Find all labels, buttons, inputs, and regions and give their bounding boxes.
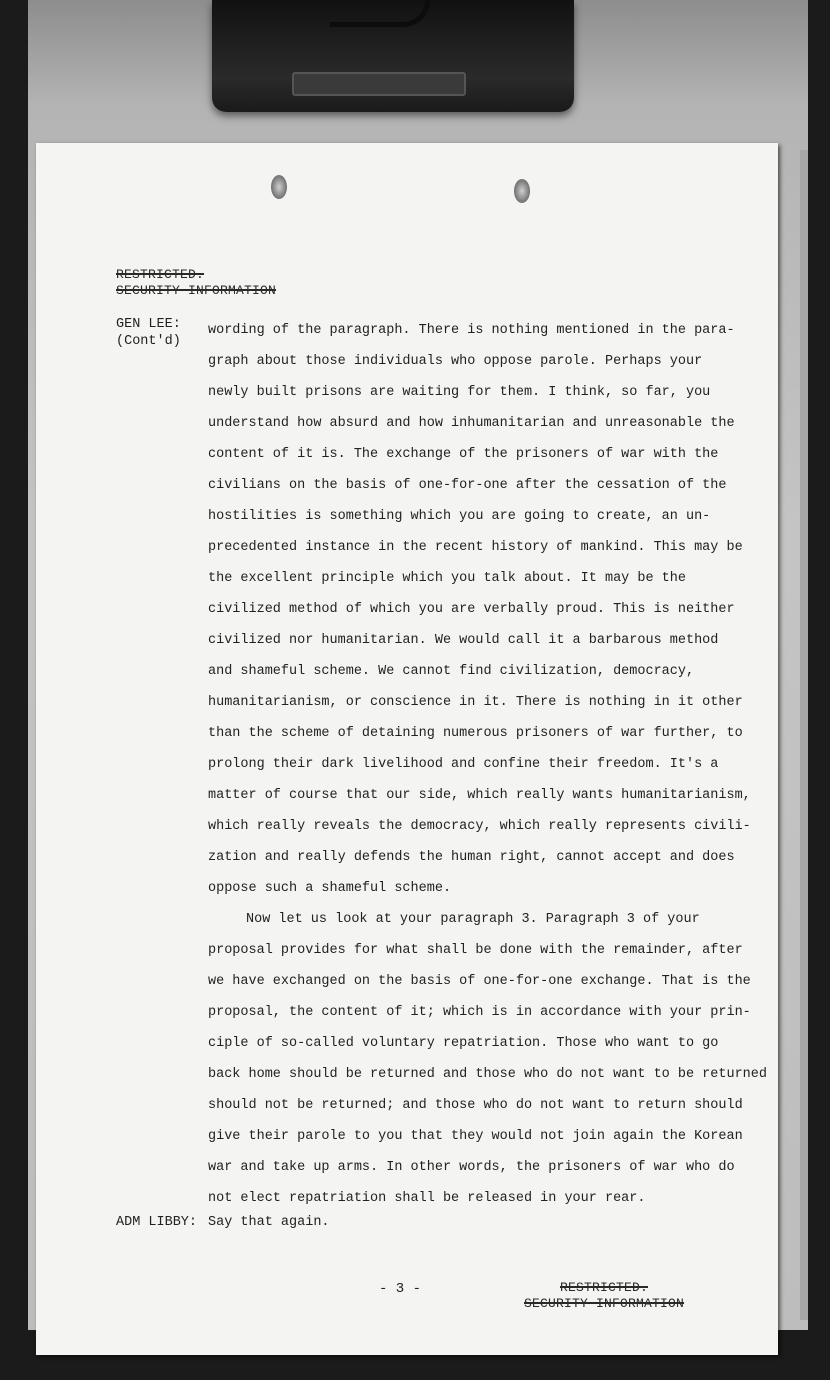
text-line: understand how absurd and how inhumanitarian and unreasonable the	[208, 416, 735, 431]
adm-libby-reply: Say that again.	[208, 1215, 330, 1230]
text-line: we have exchanged on the basis of one-for-one exchange. That is the	[208, 974, 751, 989]
text-line: civilized method of which you are verbally proud. This is neither	[208, 602, 735, 617]
text-line: not elect repatriation shall be released in your rear.	[208, 1191, 646, 1206]
text-line: graph about those individuals who oppose parole. Perhaps your	[208, 354, 703, 369]
text-line: content of it is. The exchange of the prisoners of war with the	[208, 447, 719, 462]
page-number: - 3 -	[379, 1281, 422, 1297]
text-line: humanitarianism, or conscience in it. There is nothing in it other	[208, 695, 743, 710]
text-line: ciple of so-called voluntary repatriation. Those who want to go	[208, 1036, 719, 1051]
header-classification-stamp	[116, 267, 276, 299]
text-line: than the scheme of detaining numerous prisoners of war further, to	[208, 726, 743, 741]
text-line: Now let us look at your paragraph 3. Paragraph 3 of your	[246, 912, 700, 927]
stamp-restricted: RESTRICTED.	[116, 267, 205, 282]
speaker-continued: (Cont'd)	[116, 334, 181, 349]
text-line: civilians on the basis of one-for-one after the cessation of the	[208, 478, 727, 493]
text-line: proposal provides for what shall be done with the remainder, after	[208, 943, 743, 958]
stamp-restricted: RESTRICTED.	[560, 1280, 649, 1295]
text-line: civilized nor humanitarian. We would call it a barbarous method	[208, 633, 719, 648]
clamp-wire	[330, 0, 430, 27]
stamp-security-information: SECURITY INFORMATION	[524, 1296, 685, 1311]
text-line: back home should be returned and those who do not want to be returned	[208, 1067, 767, 1082]
text-line: oppose such a shameful scheme.	[208, 881, 452, 896]
punch-hole	[271, 175, 287, 199]
text-line: newly built prisons are waiting for them. I think, so far, you	[208, 385, 711, 400]
text-line: zation and really defends the human right, cannot accept and does	[208, 850, 735, 865]
punch-hole	[514, 179, 530, 203]
speaker-name: GEN LEE:	[116, 317, 181, 332]
text-line: matter of course that our side, which really wants humanitarianism,	[208, 788, 751, 803]
text-line: war and take up arms. In other words, the prisoners of war who do	[208, 1160, 735, 1175]
gen-lee-statement	[208, 315, 767, 1214]
text-line: hostilities is something which you are going to create, an un-	[208, 509, 711, 524]
page-stack-edge	[800, 150, 808, 1320]
text-line: and shameful scheme. We cannot find civilization, democracy,	[208, 664, 695, 679]
speaker-adm-libby: ADM LIBBY:	[116, 1215, 198, 1230]
document-page	[36, 143, 778, 1355]
text-line: wording of the paragraph. There is nothing mentioned in the para-	[208, 323, 735, 338]
text-line: prolong their dark livelihood and confine their freedom. It's a	[208, 757, 719, 772]
text-line: which really reveals the democracy, which really represents civili-	[208, 819, 751, 834]
clamp-plate	[292, 72, 466, 96]
binder-clamp	[212, 0, 574, 112]
text-line: should not be returned; and those who do not want to return should	[208, 1098, 743, 1113]
text-line: the excellent principle which you talk about. It may be the	[208, 571, 686, 586]
text-line: proposal, the content of it; which is in accordance with your prin-	[208, 1005, 751, 1020]
speaker-gen-lee	[116, 316, 181, 350]
stamp-security-information: SECURITY INFORMATION	[116, 283, 277, 298]
text-line: precedented instance in the recent history of mankind. This may be	[208, 540, 743, 555]
footer-classification-stamp	[524, 1280, 684, 1312]
text-line: give their parole to you that they would not join again the Korean	[208, 1129, 743, 1144]
